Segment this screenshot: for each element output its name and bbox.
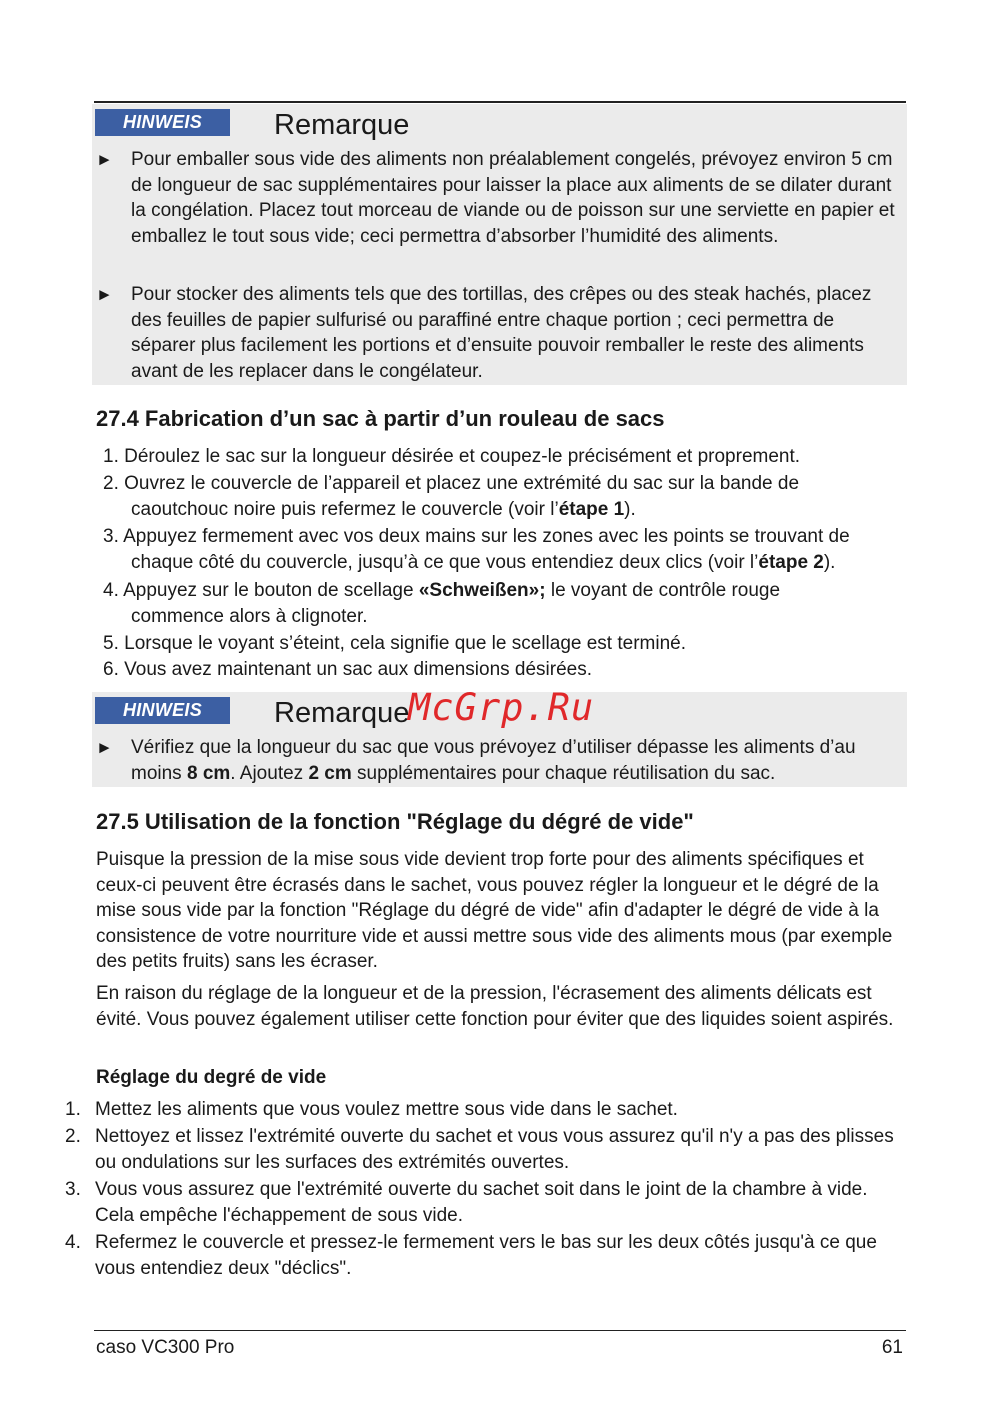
list-number: 1. [65, 1099, 81, 1120]
note-item: Vérifiez que la longueur du sac que vous prévoyez d’utiliser dépasse les aliments d’au moins 8 cm. Ajoutez 2 cm supplémentaires pour chaque réutilisation du sac. [131, 737, 856, 784]
list-item: Refermez le couvercle et pressez-le fermement vers le bas sur les deux côtés jusqu'à ce que vous entendiez deux "déclics". [95, 1232, 877, 1279]
watermark: McGrp.Ru [408, 686, 595, 729]
list-item: Vous vous assurez que l'extrémité ouverte du sachet soit dans le joint de la chambre à vide. Cela empêche l'échappement de sous vide. [95, 1179, 868, 1226]
list-item: 1. Déroulez le sac sur la longueur désirée et coupez-le précisément et proprement. [103, 446, 801, 467]
bullet-arrow-icon: ► [96, 285, 113, 304]
hinweis-badge: HINWEIS [95, 697, 230, 724]
paragraph: Puisque la pression de la mise sous vide devient trop forte pour des aliments spécifiques et ceux-ci peuvent être écrasés dans le sachet, vous pouvez régler la longueur et le dégré de la mise sous vide par la fonction "Réglage du dégré de vide" afin d'adapter le dégré de vide à la consistence de votre nourriture vide et aussi mettre sous vide des aliments mous (par exemple des petits fruits) sans les écraser. [96, 849, 893, 972]
section-heading-27-5: 27.5 Utilisation de la fonction "Réglage du dégré de vide" [96, 809, 694, 834]
note-item: Pour stocker des aliments tels que des tortillas, des crêpes ou des steak hachés, placez des feuilles de papier sulfurisé ou paraffiné entre chaque portion ; ceci permettra de séparer plus facilement les portions et d’ensuite pouvoir remballer le reste des aliments avant de les replacer dans le congélateur. [131, 284, 872, 382]
list-item: 4. Appuyez sur le bouton de scellage «Schweißen»; le voyant de contrôle rouge commence alors à clignoter. [103, 580, 781, 627]
bullet-arrow-icon: ► [96, 738, 113, 757]
bullet-arrow-icon: ► [96, 150, 113, 169]
hinweis-badge: HINWEIS [95, 109, 230, 136]
note-title: Remarque [274, 697, 410, 729]
list-item: 2. Ouvrez le couvercle de l’appareil et placez une extrémité du sac sur la bande de caoutchouc noire puis refermez le couvercle (voir l’étape 1). [103, 473, 800, 520]
footer-rule [94, 1330, 906, 1331]
list-item: 3. Appuyez fermement avec vos deux mains sur les zones avec les points se trouvant de chaque côté du couvercle, jusqu’à ce que vous entendiez deux clics (voir l’étape 2). [103, 526, 850, 573]
list-number: 3. [65, 1179, 81, 1200]
subheading: Réglage du degré de vide [96, 1067, 327, 1088]
note-item: Pour emballer sous vide des aliments non préalablement congelés, prévoyez environ 5 cm de longueur de sac supplémentaires pour laisser la place aux aliments de se dilater durant la congélation. Placez tout morceau de viande ou de poisson sur une serviette en papier et emballez le tout sous vide; ceci permettra d’absorber l’humidité des aliments. [131, 149, 895, 247]
paragraph: En raison du réglage de la longueur et de la pression, l'écrasement des aliments délicats est évité. Vous pouvez également utiliser cette fonction pour éviter que des liquides soient aspirés. [96, 983, 894, 1030]
footer-product: caso VC300 Pro [96, 1337, 235, 1358]
section-heading-27-4: 27.4 Fabrication d’un sac à partir d’un rouleau de sacs [96, 406, 665, 431]
list-item: Nettoyez et lissez l'extrémité ouverte du sachet et vous vous assurez qu'il n'y a pas des plisses ou ondulations sur les surfaces des extrémités ouvertes. [95, 1126, 894, 1173]
note-box-1 [92, 104, 907, 385]
list-item: 5. Lorsque le voyant s’éteint, cela signifie que le scellage est terminé. [103, 633, 686, 654]
note-title: Remarque [274, 109, 410, 141]
top-rule [94, 101, 906, 103]
list-number: 4. [65, 1232, 81, 1253]
list-item: Mettez les aliments que vous voulez mettre sous vide dans le sachet. [95, 1099, 678, 1120]
list-item: 6. Vous avez maintenant un sac aux dimensions désirées. [103, 659, 593, 680]
page-number: 61 [881, 1337, 903, 1358]
list-number: 2. [65, 1126, 81, 1147]
